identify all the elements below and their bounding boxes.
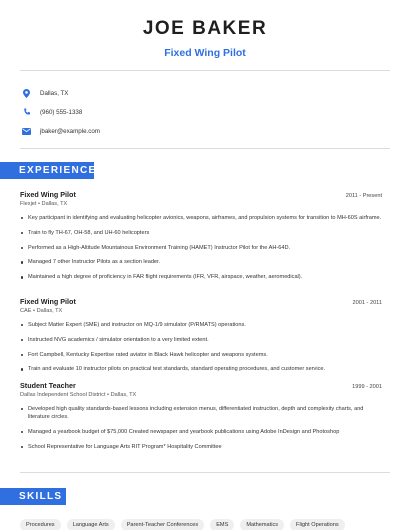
job-entry <box>20 297 382 380</box>
job-bullets <box>20 214 382 281</box>
experience-heading: EXPERIENCE <box>0 162 94 179</box>
job-bullet: Train to fly TH-67, OH-58, and UH-60 helicopters <box>20 229 382 237</box>
job-dates: 1999 - 2001 <box>352 384 382 390</box>
location-text: Dallas, TX <box>40 89 69 97</box>
job-entry <box>20 190 382 288</box>
contact-info <box>22 84 100 141</box>
email-icon <box>22 127 31 136</box>
divider <box>20 472 390 473</box>
job-bullet: Fort Campbell, Kentucky Expertise rated aviator in Black Hawk helicopter and weapons systems. <box>20 351 382 359</box>
job-bullet: School Representative for Language Arts RIT Program* Hospitality Committee <box>20 443 382 451</box>
skill-tag: Mathematics <box>240 519 284 530</box>
job-role: Fixed Wing Pilot <box>20 297 76 306</box>
resume-header <box>0 0 410 59</box>
job-company: Flexjet • Dallas, TX <box>20 201 68 207</box>
skill-tag: Parent-Teacher Conferences <box>121 519 205 530</box>
job-bullet: Managed 7 other Instructor Pilots as a section leader. <box>20 258 382 266</box>
divider <box>20 70 390 71</box>
candidate-title: Fixed Wing Pilot <box>164 47 246 59</box>
job-bullet: Instructed NVG academics / simulator orientation to a very limited extent. <box>20 336 382 344</box>
job-role: Student Teacher <box>20 381 76 390</box>
job-bullet: Performed as a High-Altitude Mountainous Environment Training (HAMET) Instructor Pilot for the AH-64D. <box>20 244 382 252</box>
skills-list <box>20 519 345 530</box>
skill-tag: Procedures <box>20 519 61 530</box>
candidate-name: JOE BAKER <box>142 18 268 39</box>
job-bullets <box>20 321 382 374</box>
phone-icon <box>22 108 31 117</box>
job-bullets <box>20 405 382 451</box>
skill-tag: Language Arts <box>67 519 115 530</box>
skill-tag: EMS <box>210 519 234 530</box>
job-dates: 2011 - Present <box>345 193 382 199</box>
contact-phone <box>22 103 100 121</box>
contact-email[interactable] <box>22 122 100 140</box>
skill-tag: Flight Operations <box>290 519 345 530</box>
divider <box>20 148 390 149</box>
location-pin-icon <box>22 89 31 98</box>
skills-heading: SKILLS <box>0 488 66 505</box>
job-bullet: Train and evaluate 10 instructor pilots on practical test standards, standard operating procedures, and customer service. <box>20 365 382 373</box>
job-company: Dallas Independent School District • Dallas, TX <box>20 392 137 398</box>
job-company: CAE • Dallas, TX <box>20 308 63 314</box>
job-role: Fixed Wing Pilot <box>20 190 76 199</box>
contact-location <box>22 84 100 102</box>
job-bullet: Subject Matter Expert (SME) and instructor on MQ-1/9 simulator (P/RMATS) operations. <box>20 321 382 329</box>
job-bullet: Managed a yearbook budget of $75,000 Created newspaper and yearbook publications using Adobe InDesign and Photoshop <box>20 428 382 436</box>
job-bullet: Key participant in identifying and evaluating helicopter avionics, weapons, airframes, and propulsion systems for transition to MH-60S airframe. <box>20 214 382 222</box>
job-bullet: Developed high quality standards-based lessons including extension menus, differentiated instruction, depth and complexity charts, and literature circles. <box>20 405 382 421</box>
job-entry <box>20 381 382 458</box>
email-text[interactable]: jbaker@example.com <box>40 127 100 135</box>
phone-text: (960) 555-1338 <box>40 108 83 116</box>
job-bullet: Maintained a high degree of proficiency in FAR flight requirements (IFR, VFR, airspace, weather, aeromedical). <box>20 273 382 281</box>
job-dates: 2001 - 2011 <box>352 300 382 306</box>
